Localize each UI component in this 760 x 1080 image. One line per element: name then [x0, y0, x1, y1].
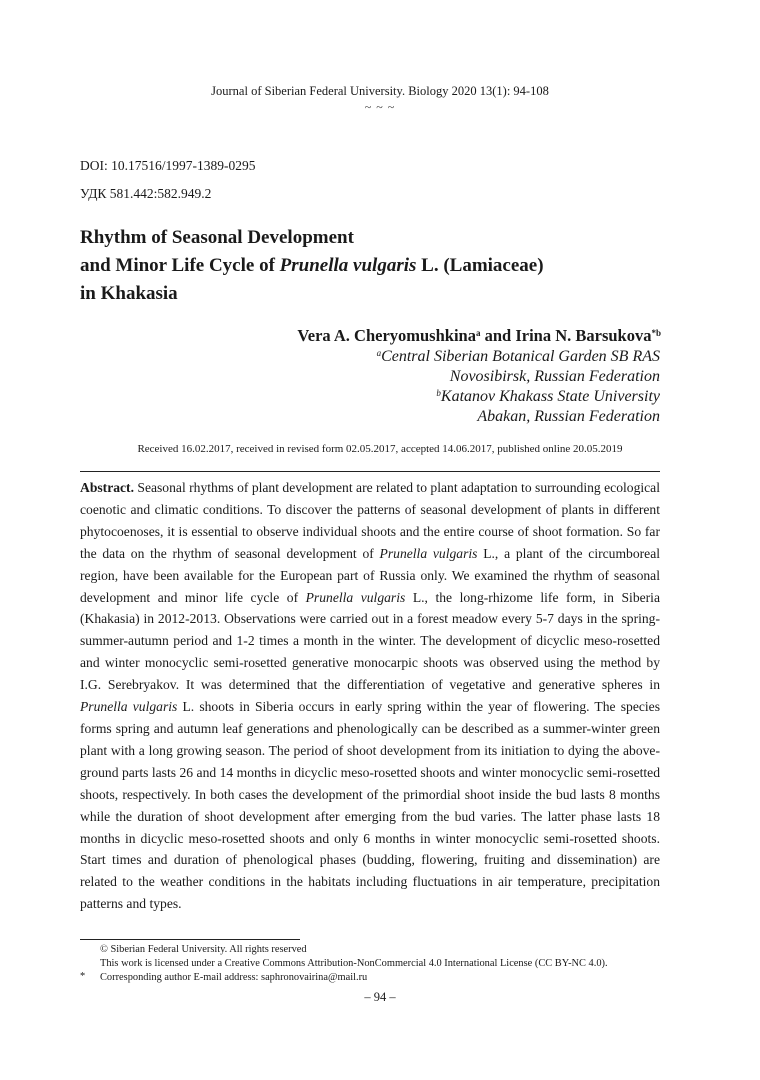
author-2: Irina N. Barsukova [515, 326, 652, 345]
header-separator: ~ ~ ~ [364, 100, 396, 114]
affiliation-b-location: Abakan, Russian Federation [477, 408, 660, 425]
abstract-text-1: Seasonal rhythms of plant development are related to plant adaptation to surrounding ecological coenotic and climatic conditions. To discover the patterns of seasonal development of plants in different phytocoenoses, it is essential to observe individual shoots and the entire course of shoot formation. So far the data on the rhythm of seasonal development of [80, 480, 660, 561]
affiliation-a-mark: a [376, 348, 382, 358]
article-title [80, 224, 680, 308]
affiliation-a-location: Novosibirsk, Russian Federation [449, 368, 660, 385]
abstract-text-3: L., the long-rhizome life form, in Siberia (Khakasia) in 2012-2013. Observations were carried out in a forest meadow every 5-7 days in the spring-summer-autumn period and 1-2 times a month in the winter. The development of dicyclic meso-rosetted and winter monocyclic semi-rosetted generative monocarpic shoots was observed using the method by I.G. Serebryakov. It was determined that the differentiation of vegetative and generative spheres in [80, 589, 660, 693]
title-line-2-text: and Minor Life Cycle of [80, 255, 280, 276]
abstract-species-1: Prunella vulgaris [379, 545, 478, 561]
affiliation-b-mark: b [436, 388, 441, 398]
affiliation-b [436, 388, 660, 406]
doi[interactable]: DOI: 10.17516/1997-1389-0295 [80, 158, 256, 173]
footnote-star: * [80, 971, 86, 982]
author-1: Vera A. Cheryomushkina [297, 326, 476, 345]
corresponding-author-note[interactable]: Corresponding author E-mail address: saphronovairina@mail.ru [100, 972, 368, 983]
received-dates: Received 16.02.2017, received in revised form 02.05.2017, accepted 14.06.2017, published online 20.05.2019 [137, 443, 623, 455]
title-line-2-tail: L. (Lamiaceae) [416, 255, 544, 276]
license-note[interactable]: This work is licensed under a Creative Commons Attribution-NonCommercial 4.0 International License (CC BY-NC 4.0). [100, 958, 608, 969]
title-line-2 [80, 252, 680, 280]
authors-conjunction: and [480, 326, 516, 345]
abstract-text-2: L., a plant of the circumboreal region, have been available for the European part of Russia only. We examined the rhythm of seasonal development and minor life cycle of [80, 545, 661, 605]
page-number: – 94 – [364, 990, 396, 1004]
udc-code: УДК 581.442:582.949.2 [80, 186, 212, 201]
abstract-label: Abstract. [80, 480, 134, 495]
abstract-divider [80, 471, 660, 472]
footnote-divider [80, 939, 300, 940]
title-line-3: in Khakasia [80, 283, 178, 304]
journal-header: Journal of Siberian Federal University. Biology 2020 13(1): 94-108 [211, 84, 549, 98]
species-name: Prunella vulgaris [279, 255, 417, 276]
abstract-species-3: Prunella vulgaris [80, 699, 178, 715]
author-2-affiliation-mark: *b [651, 328, 661, 338]
abstract-species-2: Prunella vulgaris [305, 589, 406, 605]
affiliation-b-name: Katanov Khakass State University [440, 388, 660, 405]
authors [297, 326, 661, 346]
abstract [80, 477, 660, 915]
title-line-1: Rhythm of Seasonal Development [80, 227, 354, 248]
author-1-affiliation-mark: a [475, 328, 481, 338]
abstract-text-4: L. shoots in Siberia occurs in early spring within the year of flowering. The species forms spring and autumn leaf generations and phenologically can be described as a summer-winter green plant with a long growing season. The period of shoot development from its initiation to dying the above-ground parts lasts 26 and 14 months in dicyclic meso-rosetted shoots and winter monocyclic semi-rosetted shoots, respectively. In both cases the development of the primordial shoot inside the bud lasts 8 months while the duration of shoot development after emerging from the bud varies. The latter phase lasts 18 months in dicyclic meso-rosetted shoots and only 6 months in winter monocyclic semi-rosetted shoots. Start times and duration of phenological phases (budding, flowering, fruiting and dissemination) are related to the weather conditions in the habitats including fluctuations in air temperature, precipitation patterns and types. [80, 699, 660, 912]
copyright-note: © Siberian Federal University. All rights reserved [100, 944, 307, 955]
affiliation-a-name: Central Siberian Botanical Garden SB RAS [381, 348, 660, 365]
affiliation-a [377, 348, 660, 366]
